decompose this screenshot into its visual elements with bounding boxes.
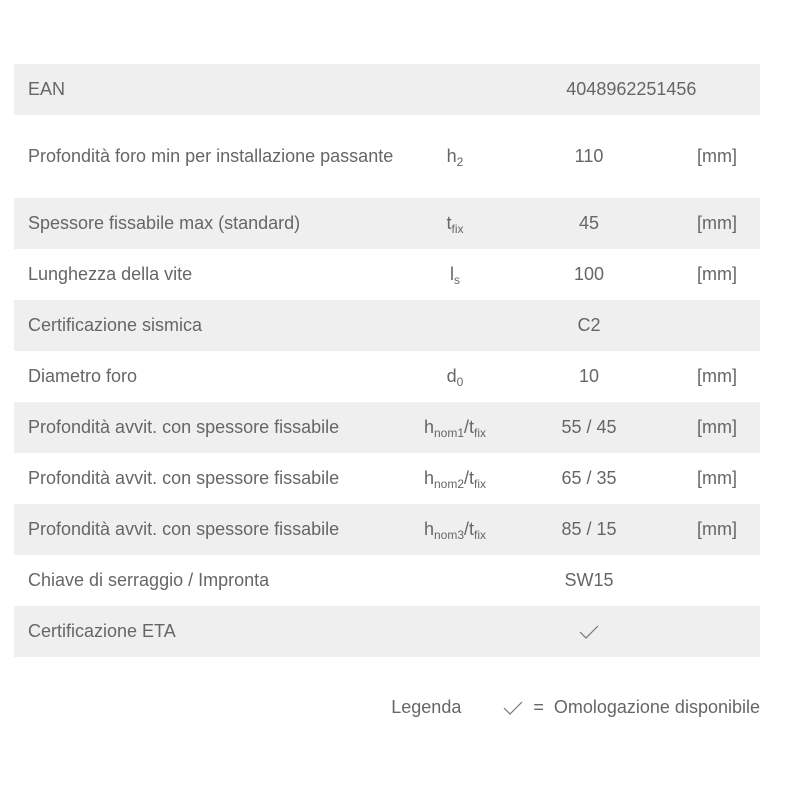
spec-value: SW15 — [564, 570, 614, 590]
legend-title: Legenda — [391, 697, 462, 717]
legend-text: Omologazione disponibile — [553, 697, 760, 717]
spec-value: C2 — [577, 315, 601, 335]
spec-symbol: $h_{nom2}/t_{fix}$ — [423, 468, 487, 491]
table-row — [14, 198, 760, 249]
spec-label: Diametro foro — [28, 366, 138, 386]
spec-unit: [mm] — [697, 213, 737, 233]
spec-value: 110 — [574, 146, 604, 166]
spec-label: Profondità avvit. con spessore fissabile — [28, 519, 340, 539]
checkmark-icon — [579, 625, 599, 639]
spec-value: 55 / 45 — [561, 417, 617, 437]
table-row — [14, 249, 760, 300]
spec-label: Certificazione ETA — [28, 621, 176, 641]
spec-value: 45 — [578, 213, 600, 233]
spec-label: Lunghezza della vite — [28, 264, 193, 284]
spec-value: 4048962251456 — [566, 79, 697, 99]
spec-value: 10 — [578, 366, 600, 386]
spec-label: Profondità avvit. con spessore fissabile — [28, 468, 340, 488]
spec-symbol: $h_{nom1}/t_{fix}$ — [423, 417, 487, 440]
spec-label: Spessore fissabile max (standard) — [28, 213, 301, 233]
table-row — [14, 64, 760, 115]
spec-value — [504, 621, 674, 642]
spec-label: Profondità foro min per installazione passante — [28, 146, 394, 166]
spec-symbol: $l_s$ — [450, 264, 460, 287]
spec-symbol: $h_{nom3}/t_{fix}$ — [423, 519, 487, 542]
spec-symbol: $t_{fix}$ — [446, 213, 464, 236]
spec-value: 85 / 15 — [561, 519, 617, 539]
checkmark-icon — [503, 701, 523, 715]
table-row — [14, 300, 760, 351]
spec-label: Profondità avvit. con spessore fissabile — [28, 417, 340, 437]
spec-unit: [mm] — [697, 366, 737, 386]
spec-unit: [mm] — [697, 146, 737, 166]
spec-symbol: $d_0$ — [446, 366, 464, 389]
table-row — [14, 453, 760, 504]
table-row — [14, 606, 760, 657]
spec-unit: [mm] — [697, 264, 737, 284]
spec-unit: [mm] — [697, 417, 737, 437]
spec-symbol: $h_2$ — [446, 146, 464, 169]
table-row — [14, 504, 760, 555]
product-specs-table — [14, 64, 760, 657]
spec-unit: [mm] — [697, 519, 737, 539]
spec-unit: [mm] — [697, 468, 737, 488]
table-row — [14, 402, 760, 453]
table-row — [14, 555, 760, 606]
spec-label: Certificazione sismica — [28, 315, 203, 335]
table-row — [14, 115, 760, 198]
legend-equals: = — [533, 697, 544, 717]
spec-label: Chiave di serraggio / Impronta — [28, 570, 270, 590]
legend — [391, 697, 760, 718]
spec-value: 65 / 35 — [561, 468, 617, 488]
table-row — [14, 351, 760, 402]
spec-label: EAN — [28, 79, 66, 99]
spec-value: 100 — [573, 264, 605, 284]
